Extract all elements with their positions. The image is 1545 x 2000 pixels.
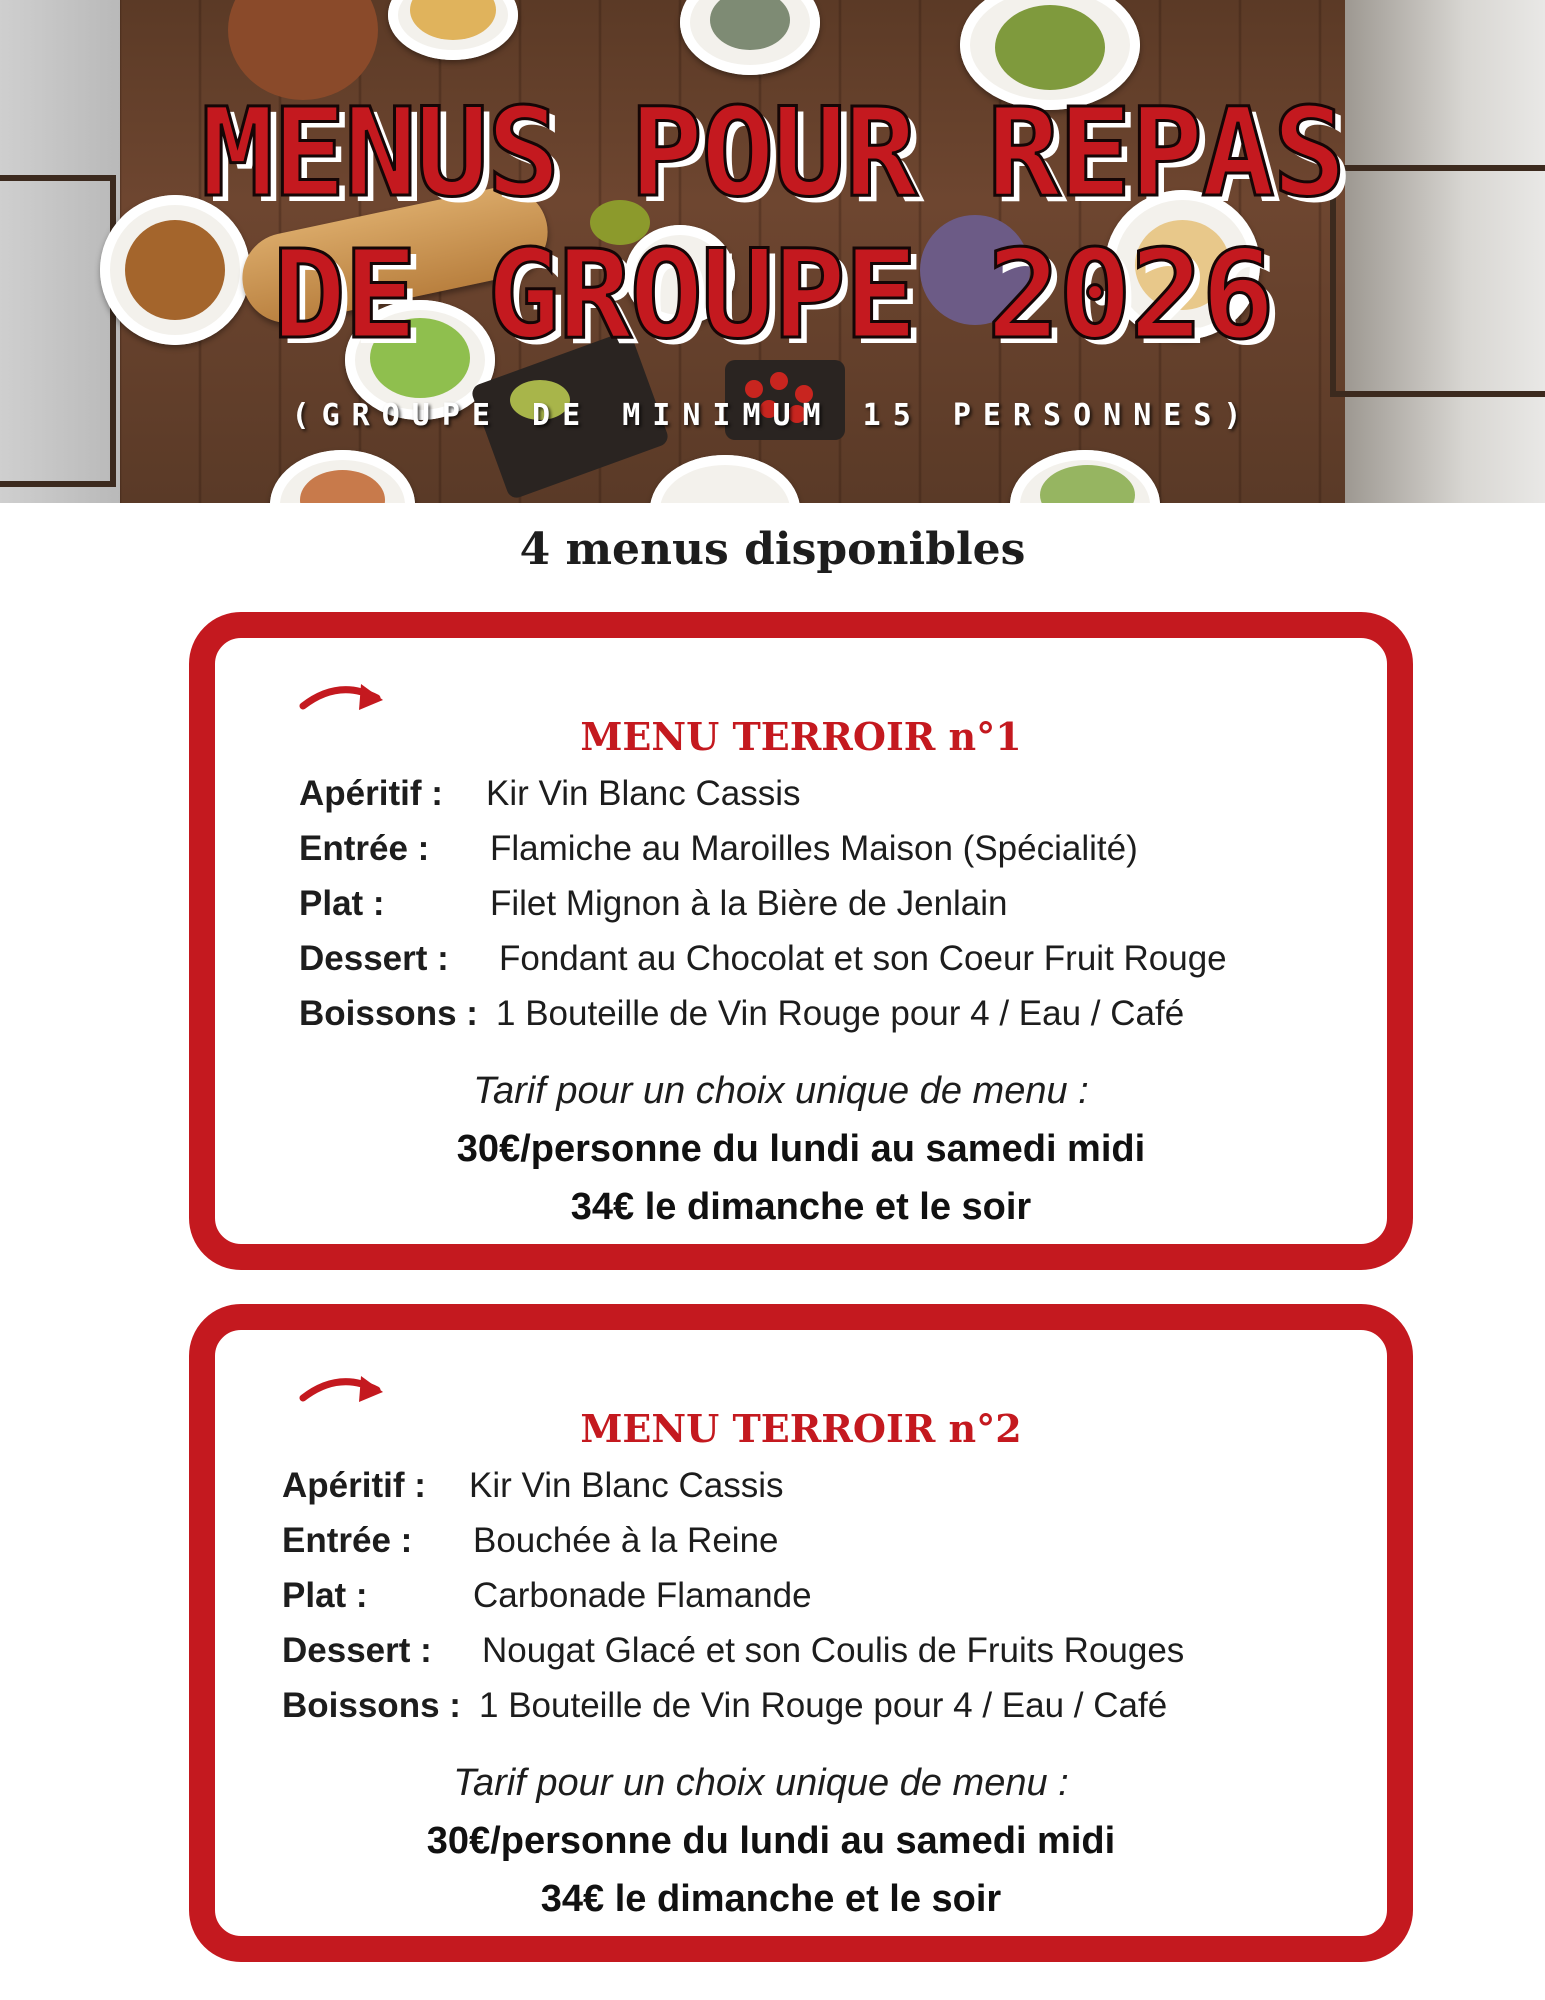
course-label: Entrée :: [282, 1521, 413, 1560]
hero-title-line2: DE GROUPE 2026: [272, 224, 1273, 366]
course-value: Kir Vin Blanc Cassis: [469, 1466, 784, 1505]
tarif-label: Tarif pour un choix unique de menu :: [473, 1070, 1089, 1112]
course-value: Fondant au Chocolat et son Coeur Fruit Rouge: [499, 939, 1227, 978]
course-label: Dessert :: [282, 1631, 432, 1670]
course-value: Carbonade Flamande: [473, 1576, 812, 1615]
arrow-icon: [299, 676, 389, 716]
course-value: Flamiche au Maroilles Maison (Spécialité): [490, 829, 1138, 868]
course-value: 1 Bouteille de Vin Rouge pour 4 / Eau / Café: [496, 994, 1185, 1033]
price-weekend: 34€ le dimanche et le soir: [540, 1878, 1002, 1920]
price-week: 30€/personne du lundi au samedi midi: [456, 1128, 1146, 1170]
course-label: Plat :: [299, 884, 385, 923]
tomato: [745, 380, 763, 398]
price-week: 30€/personne du lundi au samedi midi: [426, 1820, 1116, 1862]
arrow-icon: [299, 1368, 389, 1408]
menu-title: MENU TERROIR n°1: [580, 714, 1022, 759]
tarif-label: Tarif pour un choix unique de menu :: [453, 1762, 1069, 1804]
course-label: Apéritif :: [299, 774, 443, 813]
tomato: [770, 372, 788, 390]
course-label: Plat :: [282, 1576, 368, 1615]
pesto-pasta: [995, 5, 1105, 90]
course-value: Kir Vin Blanc Cassis: [486, 774, 801, 813]
course-label: Boissons :: [299, 994, 478, 1033]
plate: [650, 455, 800, 503]
course-value: 1 Bouteille de Vin Rouge pour 4 / Eau / Café: [479, 1686, 1168, 1725]
course-label: Apéritif :: [282, 1466, 426, 1505]
menu-card-2: [189, 1304, 1413, 1962]
hero-title-line1: MENUS POUR REPAS: [200, 82, 1345, 224]
course-label: Dessert :: [299, 939, 449, 978]
course-value: Filet Mignon à la Bière de Jenlain: [490, 884, 1008, 923]
course-value: Nougat Glacé et son Coulis de Fruits Rouges: [482, 1631, 1185, 1670]
course-value: Bouchée à la Reine: [473, 1521, 779, 1560]
hero-banner: [0, 0, 1545, 503]
course-label: Boissons :: [282, 1686, 461, 1725]
hero-subtitle: (GROUPE DE MINIMUM 15 PERSONNES): [291, 398, 1254, 433]
course-label: Entrée :: [299, 829, 430, 868]
menu-card-1: [189, 612, 1413, 1270]
hero-title: [0, 82, 1545, 366]
menu-title: MENU TERROIR n°2: [580, 1406, 1022, 1451]
price-weekend: 34€ le dimanche et le soir: [570, 1186, 1032, 1228]
menus-count-title: 4 menus disponibles: [519, 524, 1026, 575]
